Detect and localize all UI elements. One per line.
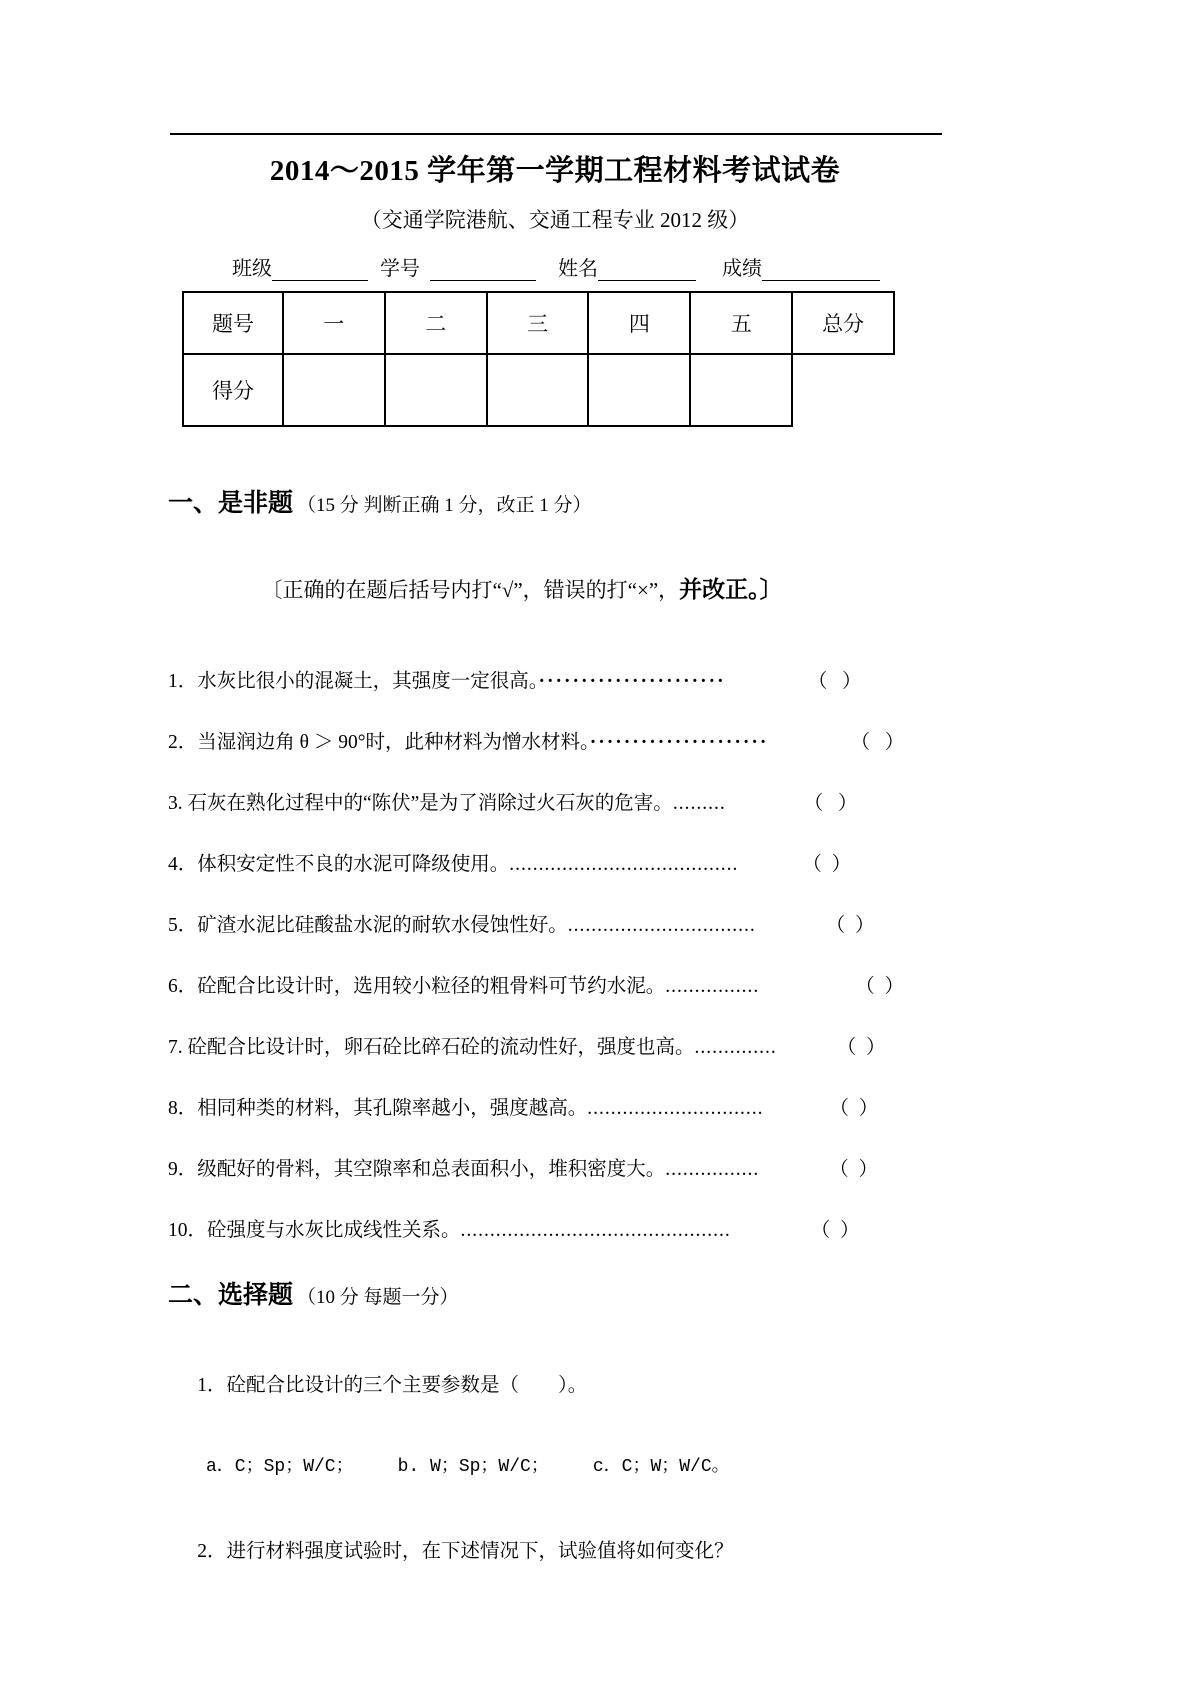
score-cell xyxy=(690,354,792,426)
question-row xyxy=(168,1031,942,1059)
answer-bracket: （ ） xyxy=(860,732,905,753)
score-cell xyxy=(588,354,690,426)
score-table-header-cell: 四 xyxy=(588,292,690,354)
score-table-header-cell: 题号 xyxy=(183,292,283,354)
answer-bracket: （ ） xyxy=(817,671,862,692)
dotted-leader: ····················· xyxy=(589,732,769,753)
question-row xyxy=(168,787,942,815)
dotted-leader: ······················ xyxy=(538,671,726,692)
score-table xyxy=(182,291,895,427)
answer-bracket: （ ） xyxy=(810,1220,860,1241)
question-text: 9．级配好的骨料，其空隙率和总表面积小，堆积密度大。 xyxy=(168,1159,666,1180)
answer-bracket: （ ） xyxy=(802,854,852,875)
choice-question-1-options xyxy=(168,1451,942,1477)
score-cell xyxy=(487,354,589,426)
field-class-label: 班级 xyxy=(232,258,272,280)
option-c: c．C；W；W/C。 xyxy=(592,1457,730,1477)
section1-note: （15 分 判断正确 1 分，改正 1 分） xyxy=(297,495,592,516)
question-text: 1．水灰比很小的混凝土，其强度一定很高。 xyxy=(168,671,539,692)
question-text: 7. 砼配合比设计时，卵石砼比碎石砼的流动性好，强度也高。 xyxy=(168,1037,695,1058)
field-score xyxy=(722,252,880,281)
instruction-normal: 〔正确的在题后括号内打“√”，错误的打“×”， xyxy=(261,578,680,602)
question-text: 8．相同种类的材料，其孔隙率越小，强度越高。 xyxy=(168,1098,588,1119)
question-row xyxy=(168,1092,942,1120)
score-cell xyxy=(283,354,385,426)
option-b: b. W；Sp；W/C； xyxy=(397,1457,549,1477)
exam-title: 2014～2015 学年第一学期工程材料考试试卷 xyxy=(269,155,841,187)
true-false-questions xyxy=(168,665,942,1242)
choice-answer-bracket: （ ）。 xyxy=(499,1375,588,1396)
section1-title: 一、是非题 xyxy=(168,490,294,517)
student-info-row xyxy=(168,252,942,281)
choice-question-1-text: 1．砼配合比设计的三个主要参数是 xyxy=(197,1375,500,1396)
section1-heading xyxy=(168,483,942,519)
question-text: 5．矿渣水泥比硅酸盐水泥的耐软水侵蚀性好。 xyxy=(168,915,568,936)
field-student-id-label: 学号 xyxy=(380,258,420,280)
score-row-label: 得分 xyxy=(183,354,283,426)
choice-question-1 xyxy=(168,1347,942,1419)
field-score-label: 成绩 xyxy=(722,258,762,280)
score-table-header-cell: 一 xyxy=(283,292,385,354)
dotted-leader: ................................ xyxy=(567,915,756,936)
answer-bracket: （ ） xyxy=(829,1159,879,1180)
header-divider xyxy=(170,133,942,135)
question-text: 3. 石灰在熟化过程中的“陈伏”是为了消除过火石灰的危害。 xyxy=(168,793,673,814)
score-table-header-cell: 五 xyxy=(690,292,792,354)
answer-bracket: （ ） xyxy=(855,976,905,997)
dotted-leader: ................ xyxy=(665,1159,760,1180)
field-name xyxy=(558,252,696,281)
question-row xyxy=(168,848,942,876)
dotted-leader: .............................. xyxy=(587,1098,764,1119)
field-class-blank xyxy=(272,257,368,281)
exam-subtitle: （交通学院港航、交通工程专业 2012 级） xyxy=(360,208,750,232)
field-name-blank xyxy=(598,257,696,281)
answer-bracket: （ ） xyxy=(825,915,875,936)
answer-bracket: （ ） xyxy=(803,793,858,814)
field-student-id-blank xyxy=(430,257,536,281)
question-row xyxy=(168,726,942,754)
score-table-header-cell: 三 xyxy=(487,292,589,354)
question-row xyxy=(168,1214,942,1242)
dotted-leader: ....................................... xyxy=(509,854,739,875)
dotted-leader: .............................................. xyxy=(460,1220,731,1241)
field-student-id xyxy=(380,252,536,281)
question-text: 4．体积安定性不良的水泥可降级使用。 xyxy=(168,854,510,875)
field-name-label: 姓名 xyxy=(558,258,598,280)
score-table-header-row xyxy=(183,292,894,354)
question-row xyxy=(168,909,942,937)
section2-note: （10 分 每题一分） xyxy=(297,1287,459,1308)
answer-bracket: （ ） xyxy=(836,1037,886,1058)
score-table-score-row xyxy=(183,354,894,426)
section1-instruction xyxy=(168,546,942,629)
instruction-bold: 并改正。〕 xyxy=(679,577,783,602)
question-row xyxy=(168,970,942,998)
question-text: 10．砼强度与水灰比成线性关系。 xyxy=(168,1220,461,1241)
section2-title: 二、选择题 xyxy=(168,1282,294,1309)
section2-heading xyxy=(168,1275,942,1311)
option-a: a．C；Sp；W/C； xyxy=(206,1457,354,1477)
answer-bracket: （ ） xyxy=(829,1098,879,1119)
score-cell xyxy=(385,354,487,426)
field-class xyxy=(232,252,368,281)
field-score-blank xyxy=(762,257,880,281)
question-text: 2．当湿润边角 θ ＞ 90°时，此种材料为憎水材料。 xyxy=(168,732,590,753)
score-table-header-cell: 二 xyxy=(385,292,487,354)
score-table-header-cell: 总分 xyxy=(792,292,894,354)
dotted-leader: ......... xyxy=(672,793,726,814)
question-text: 6．砼配合比设计时，选用较小粒径的粗骨料可节约水泥。 xyxy=(168,976,666,997)
question-row xyxy=(168,665,942,693)
question-row xyxy=(168,1153,942,1181)
dotted-leader: ................ xyxy=(665,976,760,997)
choice-question-2-text: 2．进行材料强度试验时，在下述情况下，试验值将如何变化？ xyxy=(197,1541,734,1562)
choice-question-2 xyxy=(168,1513,942,1585)
dotted-leader: .............. xyxy=(694,1037,777,1058)
